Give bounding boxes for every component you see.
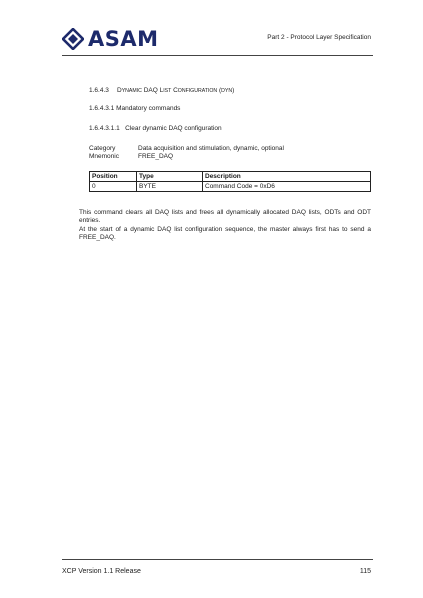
- table-cell-description: Command Code = 0xD6: [203, 182, 371, 192]
- table-cell-position: 0: [90, 182, 137, 192]
- mnemonic-value: FREE_DAQ: [138, 153, 174, 160]
- subsection-number: 1.6.4.3.1: [89, 105, 115, 112]
- paragraph-1: This command clears all DAQ lists and frees all dynamically allocated DAQ lists, ODTs and ODT entries.: [79, 209, 371, 225]
- subsubsection-heading: [89, 125, 222, 132]
- subsection-heading: [89, 105, 180, 112]
- footer-rule: [62, 559, 373, 560]
- page-number: 115: [359, 568, 371, 575]
- header-rule: [62, 55, 373, 56]
- section-title: DYNAMIC DAQ LIST CONFIGURATION (DYN): [117, 87, 235, 94]
- table-header-row: [90, 172, 371, 182]
- subsubsection-number: 1.6.4.3.1.1: [89, 125, 120, 132]
- category-label: Category: [89, 145, 116, 152]
- table-header-description: Description: [203, 172, 371, 182]
- asam-logo: [62, 27, 159, 51]
- section-number: 1.6.4.3: [89, 87, 109, 94]
- subsubsection-title: Clear dynamic DAQ configuration: [125, 125, 222, 132]
- command-table: [89, 171, 371, 192]
- section-heading: [89, 87, 234, 94]
- header-title: Part 2 - Protocol Layer Specification: [267, 34, 371, 41]
- asam-logo-icon: [62, 28, 84, 50]
- paragraph-2: At the start of a dynamic DAQ list configuration sequence, the master always first has to send a FREE_DAQ.: [79, 226, 371, 242]
- logo-text: ASAM: [88, 27, 159, 51]
- subsection-title: Mandatory commands: [116, 105, 181, 112]
- table-header-type: Type: [137, 172, 203, 182]
- category-value: Data acquisition and stimulation, dynamic, optional: [138, 145, 284, 152]
- table-cell-type: BYTE: [137, 182, 203, 192]
- footer-version: XCP Version 1.1 Release: [62, 568, 141, 575]
- table-header-position: Position: [90, 172, 137, 182]
- table-row: [90, 182, 371, 192]
- mnemonic-label: Mnemonic: [89, 153, 119, 160]
